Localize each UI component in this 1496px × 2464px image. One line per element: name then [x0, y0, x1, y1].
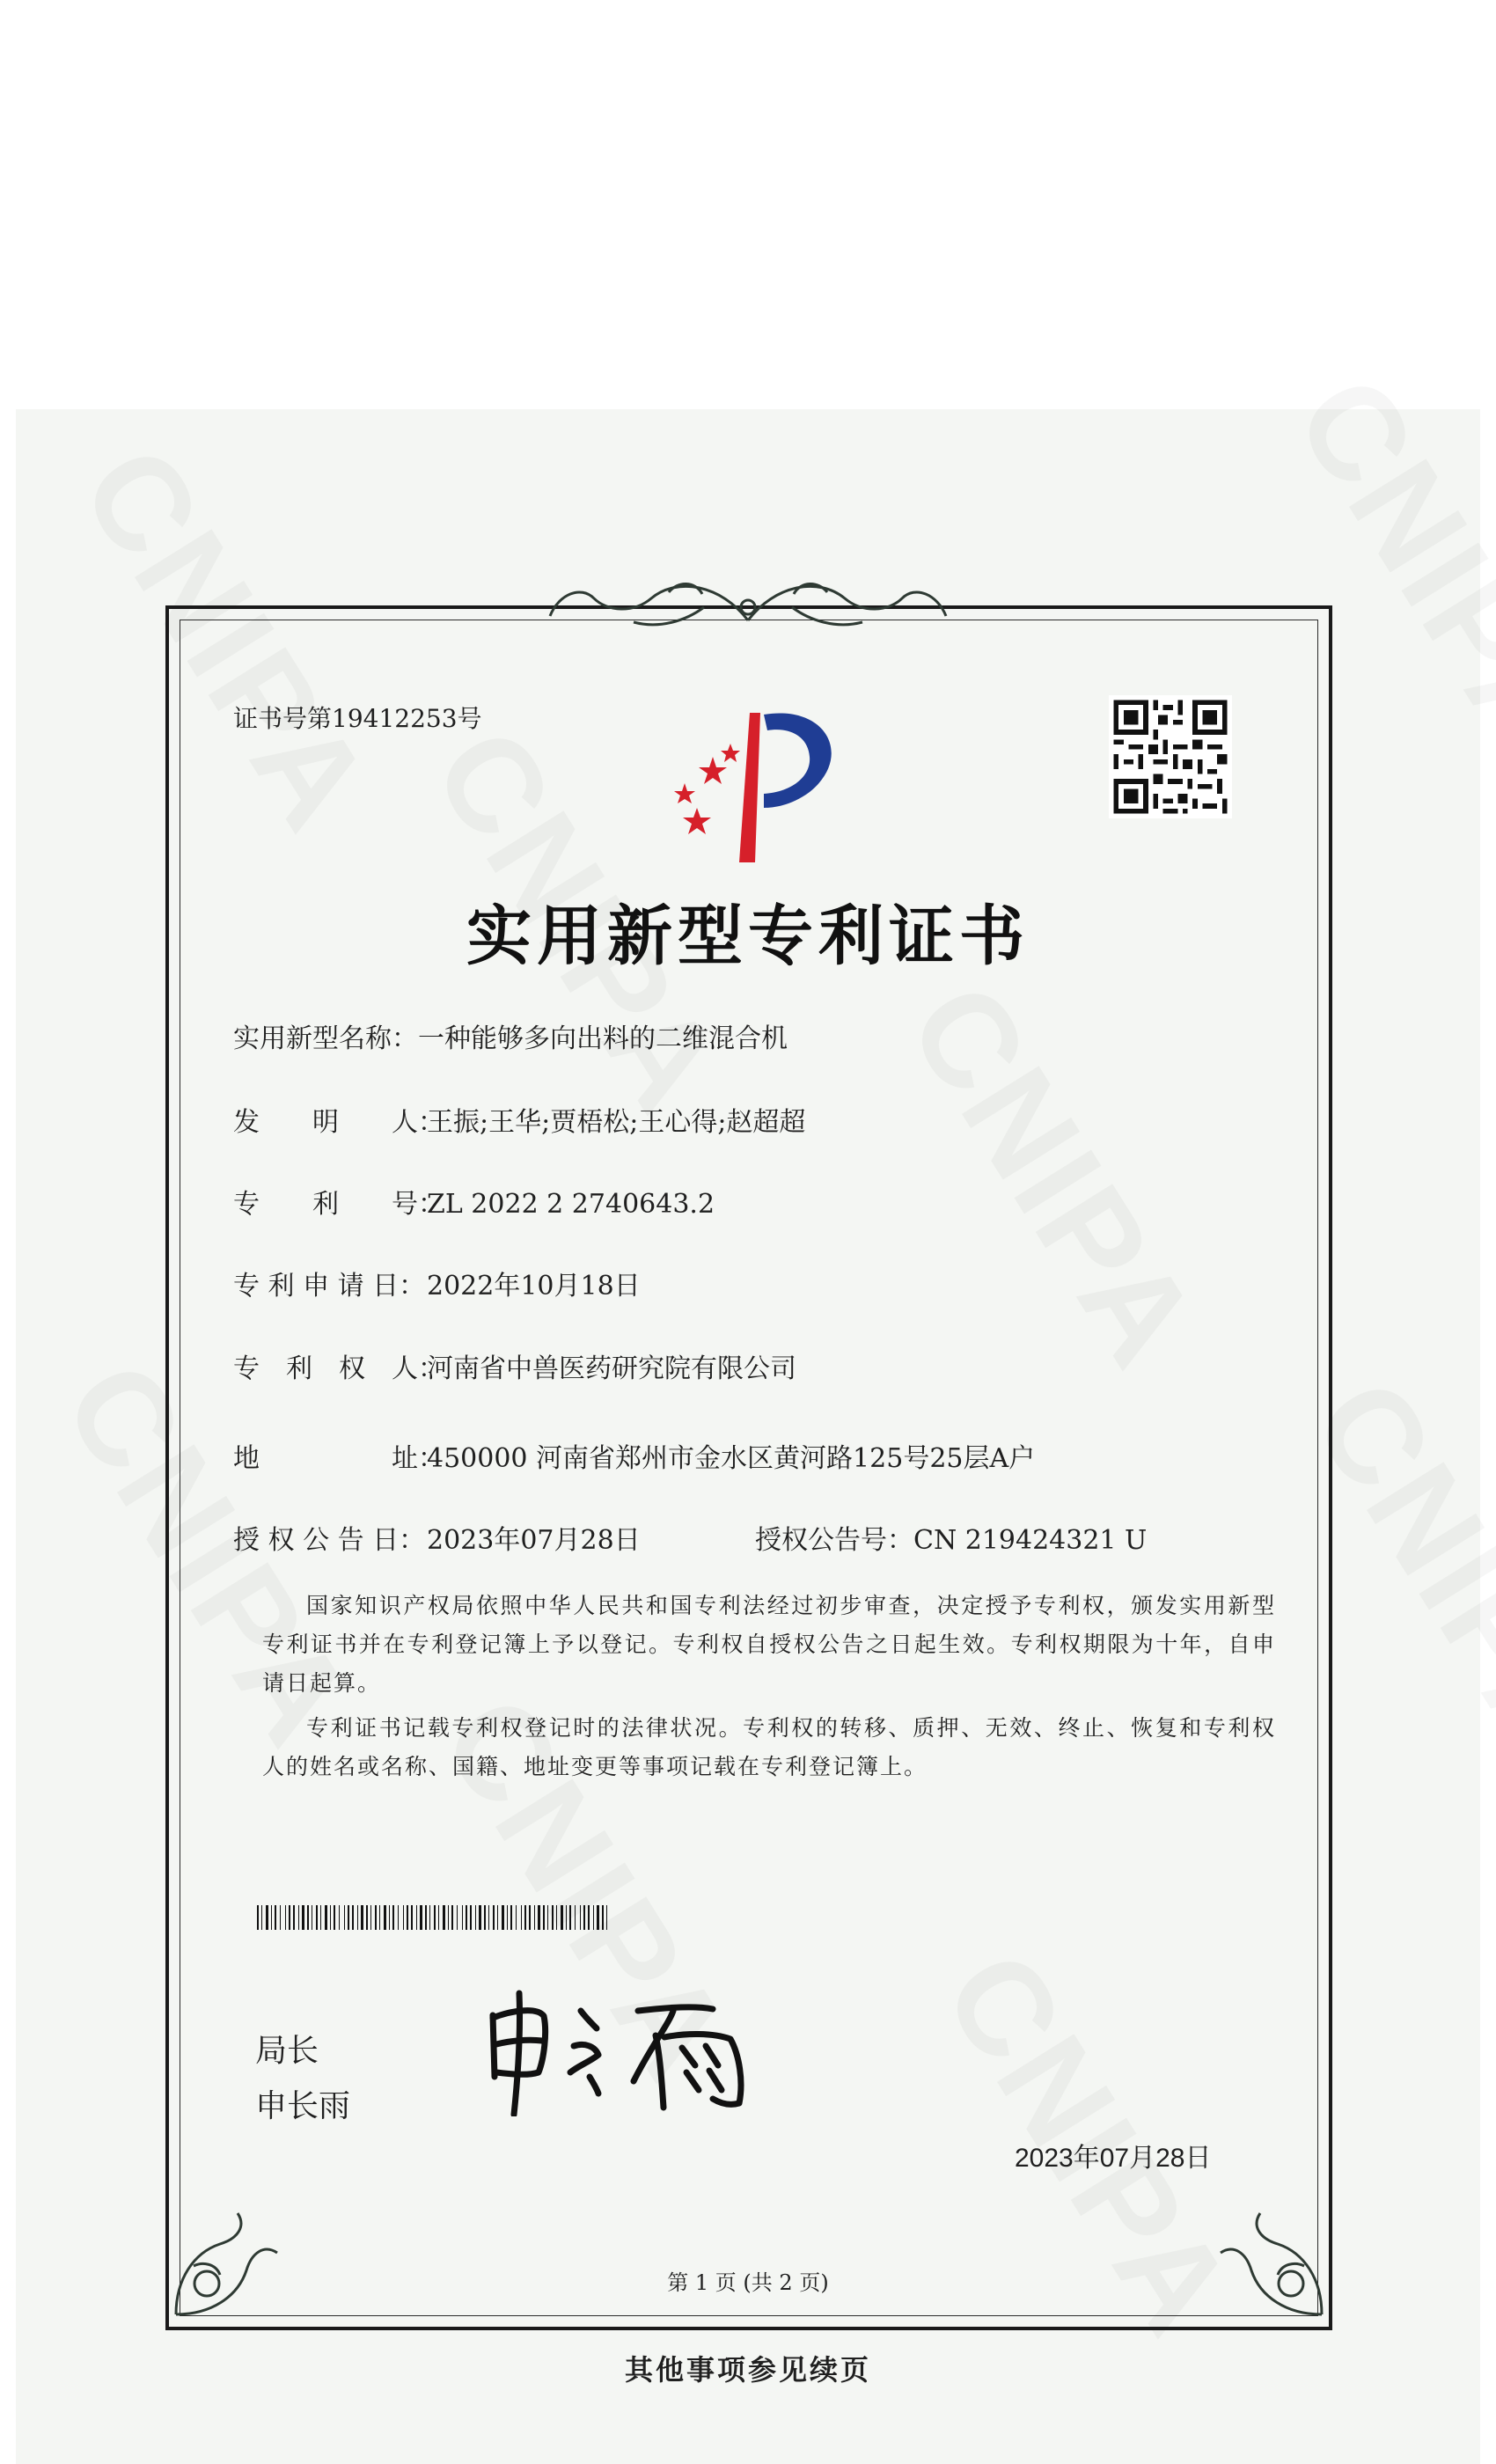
- field-value: 河南省中兽医药研究院有限公司: [427, 1353, 796, 1384]
- patentee-row: [233, 1346, 796, 1385]
- legal-status-paragraph: 专利证书记载专利权登记时的法律状况。专利权的转移、质押、无效、终止、恢复和专利权人的姓名或名称、国籍、地址变更等事项记载在专利登记簿上。: [262, 1715, 1276, 1779]
- barcode-icon: [257, 1905, 611, 1930]
- field-value: 王振;王华;贾梧松;王心得;赵超超: [427, 1107, 806, 1138]
- field-value: CN 219424321 U: [913, 1525, 1148, 1556]
- field-label: 授 权 公 告 日：: [233, 1525, 426, 1556]
- filing-date-row: [233, 1264, 641, 1302]
- qr-code-icon: [1109, 695, 1232, 818]
- field-value: 2023年07月28日: [427, 1525, 641, 1556]
- field-label: 专 利 申 请 日：: [233, 1271, 426, 1302]
- field-label: 专 利 权 人：: [233, 1353, 444, 1384]
- inventor-row: [233, 1100, 805, 1139]
- issue-date: 2023年07月28日: [1015, 2144, 1212, 2173]
- director-name: 申长雨: [255, 2088, 351, 2124]
- field-label: 发 明 人：: [233, 1107, 444, 1138]
- field-label: 实用新型名称：: [233, 1023, 418, 1054]
- field-value: 450000 河南省郑州市金水区黄河路125号25层A户: [427, 1443, 1036, 1474]
- corner-ornament-icon: [167, 2200, 290, 2323]
- corner-ornament-icon: [1207, 2200, 1331, 2323]
- grant-date-row: [233, 1518, 641, 1557]
- cnipa-logo-icon: [651, 695, 854, 862]
- director-title: 局长: [255, 2033, 319, 2069]
- utility-model-name-row: [233, 1016, 788, 1055]
- field-label: 授权公告号：: [755, 1525, 913, 1556]
- top-ornament-icon: [546, 568, 950, 647]
- legal-statement-paragraph: 国家知识产权局依照中华人民共和国专利法经过初步审查，决定授予专利权，颁发实用新型专利证书并在专利登记簿上予以登记。专利权自授权公告之日起生效。专利权期限为十年，自申请日起算。: [262, 1593, 1276, 1696]
- patent-number-row: [233, 1182, 715, 1221]
- certificate-number: 证书号第19412253号: [233, 704, 482, 733]
- continued-note: 其他事项参见续页: [624, 2353, 871, 2387]
- director-signature: [475, 1984, 792, 2116]
- field-label: 地 址：: [233, 1443, 444, 1474]
- field-value: 2022年10月18日: [427, 1271, 641, 1302]
- field-value: 一种能够多向出料的二维混合机: [418, 1023, 788, 1054]
- certificate-title: 实用新型专利证书: [466, 898, 1030, 974]
- address-row: [233, 1436, 1035, 1475]
- grant-publication-number-row: [755, 1518, 1147, 1557]
- field-label: 专 利 号：: [233, 1189, 444, 1220]
- field-value: ZL 2022 2 2740643.2: [427, 1189, 715, 1220]
- page-number: 第 1 页 (共 2 页): [667, 2270, 829, 2295]
